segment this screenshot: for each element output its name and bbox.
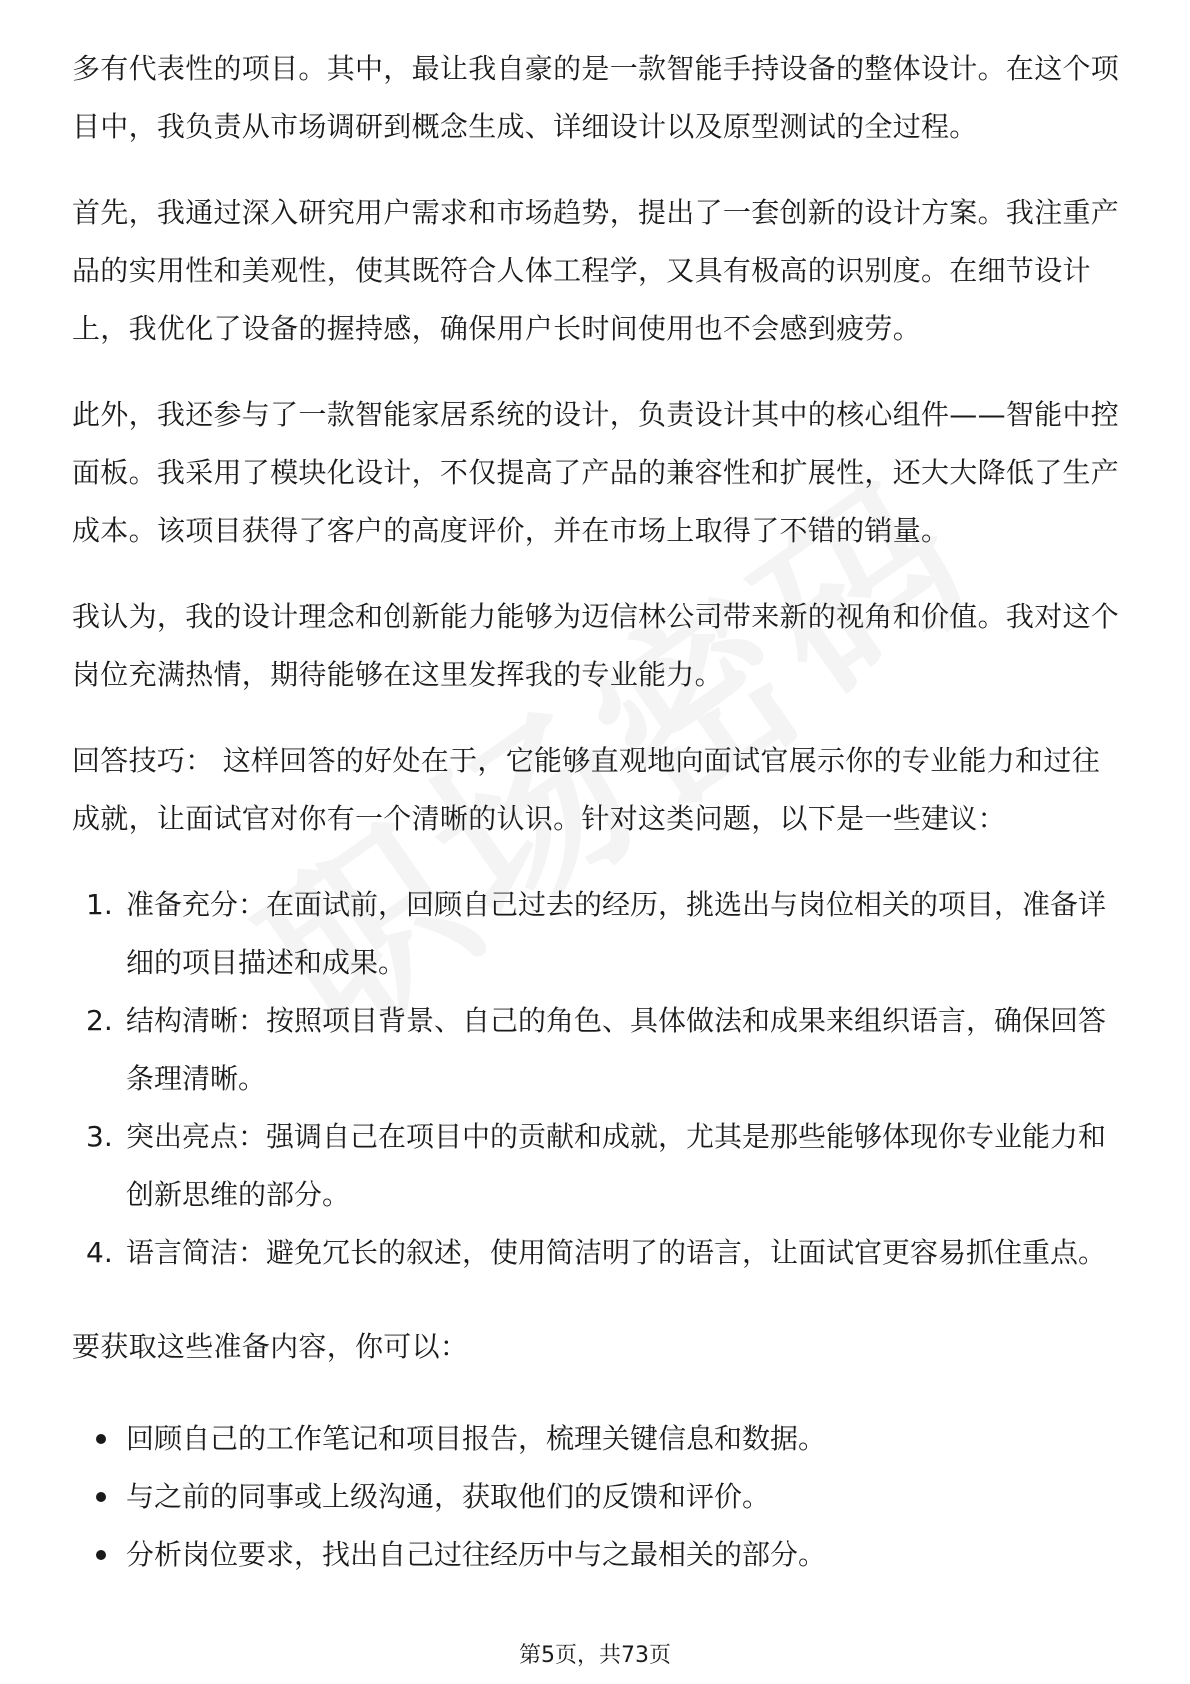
list-item [72,876,1122,992]
list-item [72,1108,1122,1224]
list-item [72,1410,1122,1468]
paragraph: 此外，我还参与了一款智能家居系统的设计，负责设计其中的核心组件——智能中控面板。我采用了模块化设计，不仅提高了产品的兼容性和扩展性，还大大降低了生产成本。该项目获得了客户的高度评价，并在市场上取得了不错的销量。 [72,398,1120,547]
list-item-text: 突出亮点：强调自己在项目中的贡献和成就，尤其是那些能够体现你专业能力和创新思维的部分。 [126,1120,1107,1211]
list-number: 3. [86,1120,113,1153]
answer-tips-paragraph: 回答技巧： 这样回答的好处在于，它能够直观地向面试官展示你的专业能力和过往成就，让面试官对你有一个清晰的认识。针对这类问题，以下是一些建议： [72,744,1101,835]
list-number: 4. [86,1236,113,1269]
page-number: 第5页，共73页 [519,1643,671,1668]
bullet-icon [96,1550,106,1560]
list-item [72,1526,1122,1584]
list-item-text: 语言简洁：避免冗长的叙述，使用简洁明了的语言，让面试官更容易抓住重点。 [126,1236,1107,1269]
list-item-text: 结构清晰：按照项目背景、自己的角色、具体做法和成果来组织语言，确保回答条理清晰。 [126,1004,1107,1095]
list-item-text: 准备充分：在面试前，回顾自己过去的经历，挑选出与岗位相关的项目，准备详细的项目描述和成果。 [126,888,1107,979]
list-item-text: 分析岗位要求，找出自己过往经历中与之最相关的部分。 [126,1538,827,1571]
list-item-text: 回顾自己的工作笔记和项目报告，梳理关键信息和数据。 [126,1422,827,1455]
list-number: 2. [86,1004,113,1037]
paragraph: 首先，我通过深入研究用户需求和市场趋势，提出了一套创新的设计方案。我注重产品的实用性和美观性，使其既符合人体工程学，又具有极高的识别度。在细节设计上，我优化了设备的握持感，确保用户长时间使用也不会感到疲劳。 [72,196,1120,345]
bullet-icon [96,1434,106,1444]
list-number: 1. [86,888,113,921]
bullet-icon [96,1492,106,1502]
list-item-text: 与之前的同事或上级沟通，获取他们的反馈和评价。 [126,1480,771,1513]
list-item [72,1224,1122,1282]
list-item [72,1468,1122,1526]
paragraph: 我认为，我的设计理念和创新能力能够为迈信林公司带来新的视角和价值。我对这个岗位充满热情，期待能够在这里发挥我的专业能力。 [72,600,1120,691]
prep-list [72,1410,1122,1584]
page-content [72,40,1122,1584]
tips-list [72,876,1122,1282]
paragraph: 多有代表性的项目。其中，最让我自豪的是一款智能手持设备的整体设计。在这个项目中，我负责从市场调研到概念生成、详细设计以及原型测试的全过程。 [72,52,1120,143]
prep-intro: 要获取这些准备内容，你可以： [72,1330,469,1363]
list-item [72,992,1122,1108]
